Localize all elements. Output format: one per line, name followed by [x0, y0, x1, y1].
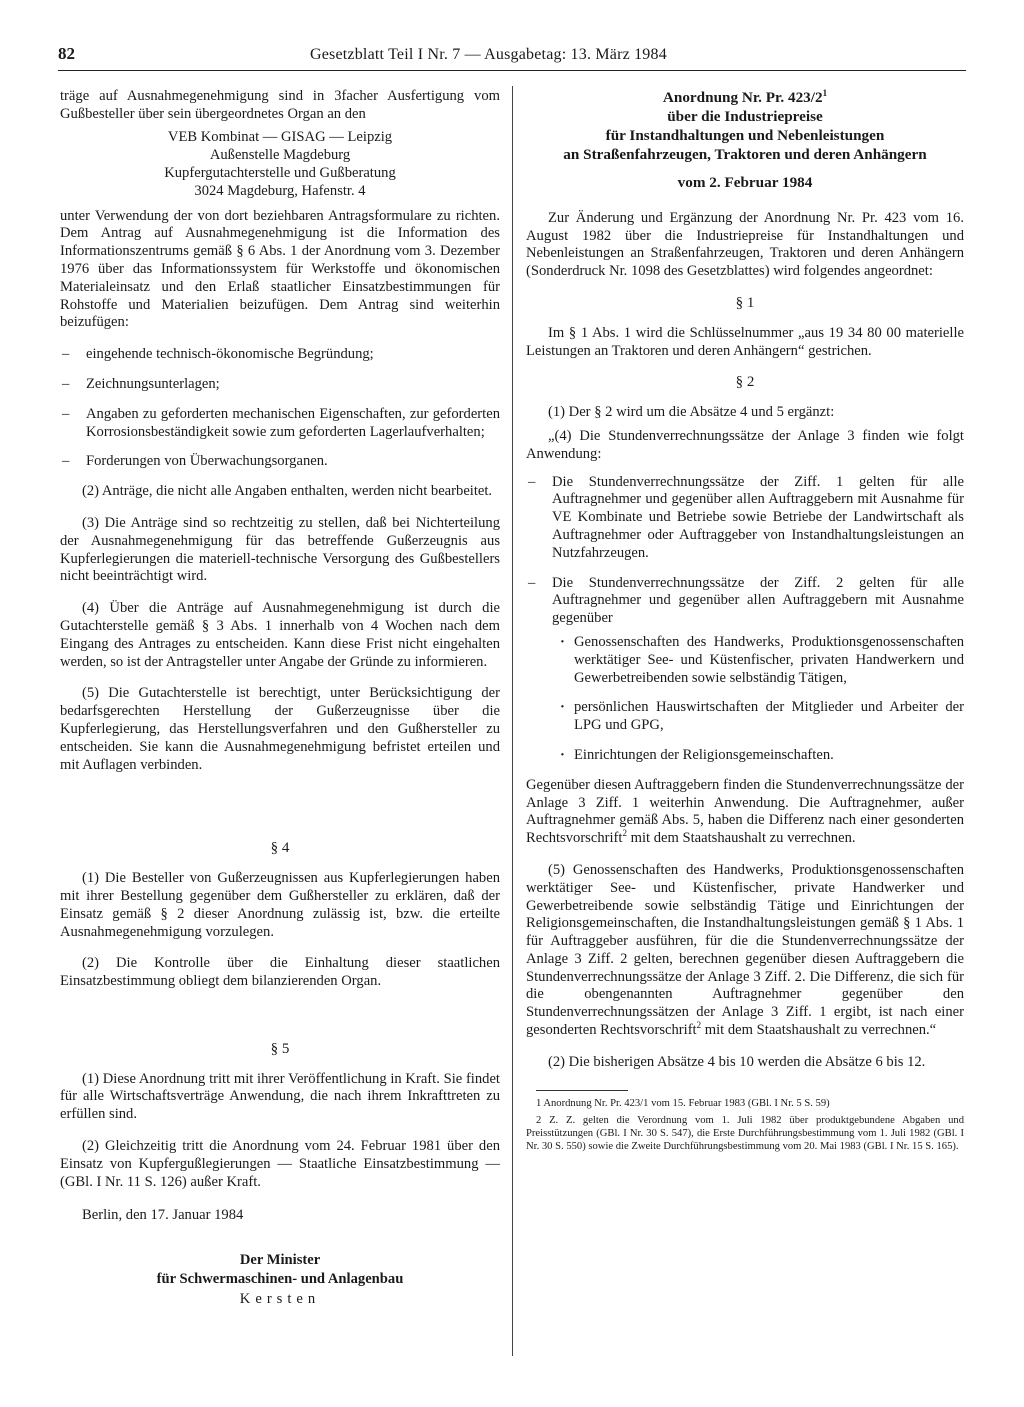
- list-item: – Angaben zu geforderten mechanischen Eigenschaften, zur geforderten Korrosionsbeständigkeit sowie zum geforderten Lagerlaufverhalten;: [60, 406, 500, 442]
- exceptions-list: [526, 634, 964, 765]
- text-run: (5) Genossenschaften des Handwerks, Produktionsgenossenschaften werktätiger See- und Küstenfischer, private Handwerker und Gewerbetreibende sowie selbständig Tätige und Einrichtungen der Religionsgemeinschaften, die Instandhaltungsleistungen gemäß § 1 Abs. 1 für Auftraggeber ausführen, für die die Stundenverrechnungssätze der Anlage 3 Ziff. 2 gelten, berechnen gegenüber diesen Auftraggebern die Stundenverrechnungssätze der Anlage 3 Ziff. 2. Die Differenz, die sich für die obengenannten Auftragnehmer gegenüber den Stundenverrechnungssätzen der Anlage 3 Ziff. 1 ergibt, ist nach einer gesonderten Rechtsvorschrift: [526, 861, 964, 1039]
- section-2-heading: § 2: [735, 374, 755, 391]
- column-divider: [512, 86, 513, 1356]
- ordinance-title: [526, 88, 964, 107]
- address-line: 3024 Magdeburg, Hafenstr. 4: [194, 182, 366, 199]
- running-header: Gesetzblatt Teil I Nr. 7 — Ausgabetag: 13. März 1984: [310, 46, 667, 63]
- page-number: 82: [58, 44, 75, 63]
- section-2-paragraph-5: [526, 862, 964, 1040]
- list-item: – Die Stundenverrechnungssätze der Ziff. 1 gelten für alle Auftragnehmer und gegenüber allen Auftraggebern mit Ausnahme für VE Kombinate und Betriebe sowie Betriebe der Landwirtschaft als Auftragnehmer oder Auftraggeber von Instandhaltungsleistungen an Nutzfahrzeugen.: [526, 474, 964, 563]
- right-column: [526, 88, 964, 1157]
- paragraph-5: (5) Die Gutachterstelle ist berechtigt, unter Berücksichtigung der bedarfsgerechten Herstellung der Gußerzeugnisse über die Kupferlegierung, das Herstellungsverfahren und den Gußhersteller zu entscheiden. Sie kann die Ausnahmegenehmigung befristet erteilen und mit Auflagen verbinden.: [60, 685, 500, 773]
- attachment-list: [60, 346, 500, 471]
- text-run: mit dem Staatshaushalt zu verrechnen.“: [701, 1022, 937, 1039]
- list-item: · persönlichen Hauswirtschaften der Mitglieder und Arbeiter der LPG und GPG,: [526, 699, 964, 735]
- section-5-heading: § 5: [270, 1040, 290, 1057]
- list-item: · Einrichtungen der Religionsgemeinschaften.: [526, 747, 964, 765]
- spacer: [60, 1005, 500, 1027]
- paragraph-4: (4) Über die Anträge auf Ausnahmegenehmigung ist durch die Gutachterstelle gemäß § 3 Abs. 1 innerhalb von 4 Wochen nach dem Eingang des Antrages zu entscheiden. Kann diese Frist nicht eingehalten werden, so ist der Antragsteller unter Angabe der Gründe zu informieren.: [60, 600, 500, 670]
- address-block: [60, 128, 500, 200]
- signer-name: Kersten: [239, 1291, 321, 1308]
- list-item: – Zeichnungsunterlagen;: [60, 376, 500, 394]
- section-4-paragraph-1: (1) Die Besteller von Gußerzeugnissen aus Kupferlegierungen haben mit ihrer Bestellung gegenüber dem Gußhersteller zu erklären, daß der Einsatz gemäß § 2 dieser Anordnung zulässig ist, bzw. die erteilte Ausnahmegenehmigung vorzulegen.: [60, 870, 500, 940]
- signer-ministry: für Schwermaschinen- und Anlagenbau: [156, 1271, 404, 1288]
- section-5-paragraph-2: (2) Gleichzeitig tritt die Anordnung vom 24. Februar 1981 über den Einsatz von Kupfergußlegierungen — Staatliche Einsatzbestimmung — (GBl. I Nr. 11 S. 126) außer Kraft.: [60, 1138, 500, 1190]
- list-item: – Die Stundenverrechnungssätze der Ziff. 2 gelten für alle Auftragnehmer und gegenüber allen Auftraggebern mit Ausnahme gegenüber: [526, 575, 964, 628]
- list-item: · Genossenschaften des Handwerks, Produktionsgenossenschaften werktätiger See- und Küstenfischer, privaten Handwerkern und Gewerbetreibenden sowie selbständig Tätigen,: [526, 634, 964, 687]
- footnote-rule: [536, 1090, 628, 1091]
- footnote-marker: 1: [822, 87, 828, 98]
- intro-paragraph: träge auf Ausnahmegenehmigung sind in 3facher Ausfertigung vom Gußbesteller über sein übergeordnetes Organ an den: [60, 88, 500, 122]
- attachment-paragraph: unter Verwendung der von dort beziehbaren Antragsformulare zu richten. Dem Antrag auf Ausnahmegenehmigung ist die Information des Informationszentrums gemäß § 6 Abs. 1 der Anordnung vom 3. Dezember 1976 über das Informationssystem für Werkstoffe und ökonomischen Materialeinsatz und den Erlaß staatlicher Einsatzbestimmungen für Rohstoffe und Materialien beizufügen. Dem Antrag sind weiterhin beizufügen:: [60, 207, 500, 331]
- header-rule: [58, 70, 966, 71]
- footnote-marker: 2: [622, 828, 627, 839]
- section-1-text: Im § 1 Abs. 1 wird die Schlüsselnummer „aus 19 34 80 00 materielle Leistungen an Traktoren und deren Anhängern“ gestrichen.: [526, 324, 964, 359]
- section-5-paragraph-1: (1) Diese Anordnung tritt mit ihrer Veröffentlichung in Kraft. Sie findet für alle Wirtschaftsverträge Anwendung, die nach ihrem Inkrafttreten zu erfüllen sind.: [60, 1070, 500, 1123]
- list-item: – eingehende technisch-ökonomische Begründung;: [60, 346, 500, 364]
- text-run: Gegenüber diesen Auftraggebern finden die Stundenverrechnungssätze der Anlage 3 Ziff. 1 weiterhin Anwendung. Die Auftragnehmer, außer Auftragnehmer gemäß Abs. 5, haben die Differenz nach einer gesonderten Rechtsvorschrift: [526, 776, 964, 847]
- section-2-paragraph-4: „(4) Die Stundenverrechnungssätze der Anlage 3 finden wie folgt Anwendung:: [526, 427, 964, 462]
- section-4-heading: § 4: [270, 840, 290, 857]
- signature-block: [60, 1207, 500, 1309]
- section-2-paragraph-2: (2) Die bisherigen Absätze 4 bis 10 werden die Absätze 6 bis 12.: [548, 1053, 926, 1070]
- section-2-paragraph-1: (1) Der § 2 wird um die Absätze 4 und 5 ergänzt:: [548, 404, 835, 421]
- spacer: [60, 788, 500, 826]
- title-line: über die Industriepreise: [667, 108, 823, 125]
- ordinance-date: vom 2. Februar 1984: [677, 174, 813, 191]
- title-line: für Instandhaltungen und Nebenleistungen: [605, 127, 885, 144]
- footnote-2: 2 Z. Z. gelten die Verordnung vom 1. Juli 1982 über produktgebundene Abgaben und Preisstützungen (GBl. I Nr. 30 S. 547), die Erste Durchführungsbestimmung vom 1. Juli 1982 (GBl. I Nr. 30 S. 550) sowie die Zweite Durchführungsbestimmung vom 20. Mai 1983 (GBl. I Nr. 15 S. 165).: [526, 1114, 964, 1152]
- paragraph-3: (3) Die Anträge sind so rechtzeitig zu stellen, daß bei Nichterteilung der Ausnahmegenehmigung für das betreffende Gußerzeugnis aus Kupferlegierungen die materiell-technische Versorgung des Gußbestellers nicht beeinträchtigt wird.: [60, 514, 500, 585]
- title-line: Anordnung Nr. Pr. 423/2: [662, 89, 823, 106]
- preamble: Zur Änderung und Ergänzung der Anordnung Nr. Pr. 423 vom 16. August 1982 über die Industriepreise für Instandhaltungen und Nebenleistungen an Straßenfahrzeugen, Traktoren und deren Anhängern (Sonderdruck Nr. 1098 des Gesetzblattes) wird folgendes angeordnet:: [526, 209, 964, 280]
- signer-role: Der Minister: [239, 1252, 321, 1269]
- rates-list: [526, 474, 964, 628]
- paragraph-2: (2) Anträge, die nicht alle Angaben enthalten, werden nicht bearbeitet.: [82, 483, 493, 500]
- address-line: Kupfergutachterstelle und Gußberatung: [164, 164, 396, 181]
- place-date: Berlin, den 17. Januar 1984: [82, 1207, 244, 1224]
- left-column: [60, 88, 500, 1309]
- section-4-paragraph-2: (2) Die Kontrolle über die Einhaltung dieser staatlichen Einsatzbestimmung obliegt dem bilanzierenden Organ.: [60, 955, 500, 990]
- footnote-marker: 2: [696, 1020, 702, 1031]
- section-1-heading: § 1: [735, 294, 755, 311]
- title-line: an Straßenfahrzeugen, Traktoren und deren Anhängern: [563, 146, 927, 163]
- text-run: mit dem Staatshaushalt zu verrechnen.: [626, 830, 856, 847]
- section-2-after-list: [526, 777, 964, 848]
- list-item: – Forderungen von Überwachungsorganen.: [60, 453, 500, 471]
- address-line: Außenstelle Magdeburg: [209, 146, 351, 163]
- footnote-1: 1 Anordnung Nr. Pr. 423/1 vom 15. Februar 1983 (GBl. I Nr. 5 S. 59): [536, 1097, 830, 1109]
- address-line: VEB Kombinat — GISAG — Leipzig: [167, 128, 393, 145]
